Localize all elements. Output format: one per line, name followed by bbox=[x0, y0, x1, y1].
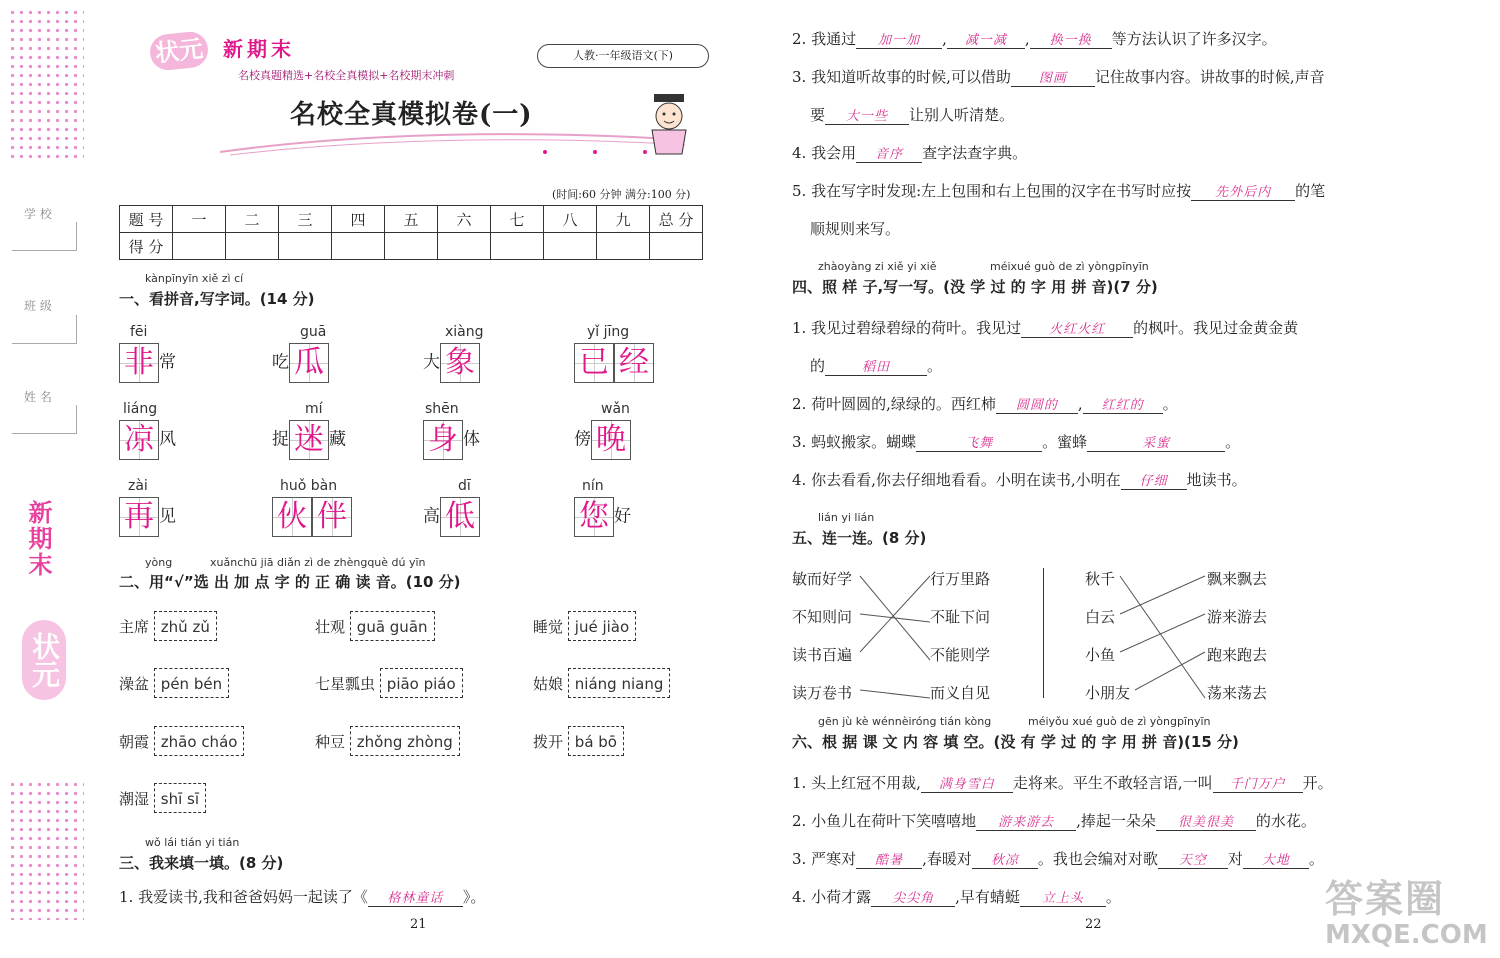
score-input[interactable] bbox=[597, 233, 650, 260]
q-text: 1. 我见过碧绿碧绿的荷叶。我见过 bbox=[792, 319, 1022, 337]
score-input[interactable] bbox=[173, 233, 226, 260]
char-after: 常 bbox=[159, 352, 176, 373]
match-right-b[interactable]: 飘来飘去 bbox=[1207, 570, 1268, 588]
s5-title: 五、连一连。(8 分) bbox=[792, 529, 927, 547]
score-row-label: 得 分 bbox=[120, 233, 173, 260]
s3-q4 bbox=[792, 142, 1027, 163]
score-table bbox=[119, 205, 703, 260]
answer-blank[interactable]: 酷暑 bbox=[856, 849, 922, 869]
s2-item bbox=[119, 726, 244, 756]
q-text: 。 bbox=[1105, 888, 1121, 906]
char-before: 吃 bbox=[272, 352, 289, 373]
s3-pinyin: wǒ lái tián yi tián bbox=[145, 836, 240, 849]
q-text: 3. 严寒对 bbox=[792, 850, 857, 868]
score-input[interactable] bbox=[226, 233, 279, 260]
s2-word: 潮湿 bbox=[119, 790, 150, 808]
s6-q4 bbox=[792, 886, 1121, 907]
q-text: 对 bbox=[1227, 850, 1243, 868]
q-text: 的枫叶。我见过金黄金黄 bbox=[1133, 319, 1299, 337]
answer-blank[interactable]: 立上头 bbox=[1020, 887, 1106, 907]
item-pinyin: wǎn bbox=[601, 401, 630, 417]
s3-q2: 2. 我通过 加一加 , 减一减 , 换一换 等方法认识了许多汉字。 bbox=[792, 30, 1277, 48]
s2-item bbox=[533, 611, 636, 641]
s2-title: 二、用“√”选 出 加 点 字 的 正 确 读 音。(10 分) bbox=[119, 573, 461, 591]
q-text: ,春暖对 bbox=[922, 850, 972, 868]
pinyin-options[interactable]: jué jiào bbox=[568, 611, 636, 641]
match-left-b[interactable]: 小鱼 bbox=[1085, 646, 1116, 664]
char-box[interactable]: 迷 bbox=[289, 420, 329, 460]
tagline: 名校真题精选+名校全真模拟+名校期末冲刺 bbox=[238, 69, 455, 82]
item-pinyin: fēi bbox=[130, 324, 148, 340]
s5-pinyin: lián yi lián bbox=[818, 511, 875, 524]
char-before: 捉 bbox=[272, 429, 289, 450]
score-input[interactable] bbox=[438, 233, 491, 260]
s1-item-3 bbox=[423, 343, 480, 383]
left-dot-pattern-bottom bbox=[8, 780, 84, 920]
q-text: 2. 荷叶圆圆的,绿绿的。西红柿 bbox=[792, 395, 996, 413]
s2-word: 主席 bbox=[119, 618, 150, 636]
char-box[interactable]: 低 bbox=[440, 497, 480, 537]
answer-blank[interactable]: 红红的 bbox=[1083, 394, 1163, 414]
s3-q5 bbox=[792, 180, 1325, 201]
score-input[interactable] bbox=[544, 233, 597, 260]
answer-blank[interactable]: 采蜜 bbox=[1087, 432, 1225, 452]
score-input[interactable] bbox=[491, 233, 544, 260]
s2-item bbox=[315, 611, 435, 641]
s2-word: 朝霞 bbox=[119, 733, 150, 751]
s3-title: 三、我来填一填。(8 分) bbox=[119, 854, 284, 872]
s1-item-2 bbox=[272, 343, 329, 383]
s1-item-10 bbox=[272, 497, 352, 537]
s6-q3 bbox=[792, 848, 1324, 869]
q-text: 3. 蚂蚁搬家。蝴蝶 bbox=[792, 433, 917, 451]
item-pinyin: shēn bbox=[425, 401, 459, 417]
brand-vertical: 新期末 bbox=[24, 500, 52, 578]
s3-q3 bbox=[792, 66, 1325, 87]
s1-item-6 bbox=[272, 420, 346, 460]
q-text: 1. 头上红冠不用裁, bbox=[792, 774, 921, 792]
q-text: ,捧起一朵朵 bbox=[1076, 812, 1156, 830]
s4-q3 bbox=[792, 431, 1240, 452]
s2-item bbox=[315, 668, 463, 698]
match-right-a[interactable]: 行万里路 bbox=[930, 570, 991, 588]
char-before: 傍 bbox=[574, 429, 591, 450]
match-left-b[interactable]: 白云 bbox=[1085, 608, 1116, 626]
s1-item-8 bbox=[574, 420, 631, 460]
score-table-cell: 四 bbox=[332, 206, 385, 233]
name-field[interactable] bbox=[12, 405, 77, 434]
char-box[interactable]: 非 bbox=[119, 343, 159, 383]
char-after: 藏 bbox=[329, 429, 346, 450]
s2-word: 睡觉 bbox=[533, 618, 564, 636]
s2-item bbox=[315, 726, 460, 756]
s1-item-5 bbox=[119, 420, 176, 460]
q-text: 4. 小荷才露 bbox=[792, 888, 872, 906]
s2-word: 种豆 bbox=[315, 733, 346, 751]
q-text: 4. 你去看看,你去仔细地看看。小明在读书,小明在 bbox=[792, 471, 1121, 489]
watermark-url: MXQE.COM bbox=[1325, 920, 1488, 950]
match-left-a[interactable]: 敏而好学 bbox=[792, 570, 853, 588]
match-right-a[interactable]: 而义自见 bbox=[930, 684, 991, 702]
s1-item-1 bbox=[119, 343, 176, 383]
match-left-a[interactable]: 读书百遍 bbox=[792, 646, 853, 664]
answer-blank[interactable]: 满身雪白 bbox=[921, 773, 1013, 793]
char-after: 见 bbox=[159, 506, 176, 527]
answer-blank[interactable]: 先外后内 bbox=[1191, 181, 1295, 201]
item-pinyin: yǐ jīng bbox=[587, 324, 630, 340]
q-text: 要 bbox=[810, 106, 826, 124]
char-before: 大 bbox=[423, 352, 440, 373]
s3-q5-cont: 顺规则来写。 bbox=[810, 220, 901, 238]
q-text: 的 bbox=[810, 357, 826, 375]
s4-pinyin-b: méixué guò de zì yòngpīnyīn bbox=[990, 260, 1149, 273]
logo-vertical: 状元 bbox=[22, 620, 66, 700]
s4-pinyin-a: zhàoyàng zi xiě yi xiě bbox=[818, 260, 937, 273]
score-table-cell: 一 bbox=[173, 206, 226, 233]
match-right-b[interactable]: 游来游去 bbox=[1207, 608, 1268, 626]
q-text: 查字法查字典。 bbox=[922, 144, 1028, 162]
match-right-b[interactable]: 跑来跑去 bbox=[1207, 646, 1268, 664]
item-pinyin: zài bbox=[128, 478, 148, 494]
item-pinyin: nín bbox=[582, 478, 604, 494]
scholar-cartoon-icon bbox=[638, 92, 698, 158]
q-text: 等方法认识了许多汉字。 bbox=[1111, 30, 1277, 48]
school-field-label: 学 校 bbox=[24, 207, 52, 221]
brand-title: 新期末 bbox=[223, 37, 295, 61]
q-text: 5. 我在写字时发现:左上包围和右上包围的汉字在书写时应按 bbox=[792, 182, 1192, 200]
answer-blank[interactable]: 减一减 bbox=[947, 29, 1025, 49]
s1-item-9 bbox=[119, 497, 176, 537]
s2-word: 七星瓢虫 bbox=[315, 675, 376, 693]
answer-blank[interactable]: 格林童话 bbox=[368, 887, 463, 907]
s2-pinyin-a: yòng bbox=[145, 556, 173, 569]
s4-title: 四、照 样 子,写一写。(没 学 过 的 字 用 拼 音)(7 分) bbox=[792, 278, 1158, 296]
q-text: 2. 小鱼儿在荷叶下笑嘻嘻地 bbox=[792, 812, 977, 830]
s2-item bbox=[119, 611, 217, 641]
answer-blank[interactable]: 大一些 bbox=[825, 105, 909, 125]
match-lines bbox=[780, 560, 1280, 710]
q-text: 记住故事内容。讲故事的时候,声音 bbox=[1094, 68, 1325, 86]
q-text: 。蜜蜂 bbox=[1042, 433, 1088, 451]
char-after: 体 bbox=[463, 429, 480, 450]
match-left-b[interactable]: 小朋友 bbox=[1085, 684, 1131, 702]
char-box[interactable]: 瓜 bbox=[289, 343, 329, 383]
s2-word: 澡盆 bbox=[119, 675, 150, 693]
q-text: 4. 我会用 bbox=[792, 144, 857, 162]
q-text: 。我也会编对对歌 bbox=[1037, 850, 1158, 868]
char-box[interactable]: 您 bbox=[574, 497, 614, 537]
s2-word: 姑娘 bbox=[533, 675, 564, 693]
class-field[interactable] bbox=[12, 315, 77, 344]
s4-q1 bbox=[792, 317, 1298, 338]
char-box[interactable]: 象 bbox=[440, 343, 480, 383]
q-text: 。 bbox=[1308, 850, 1324, 868]
char-box[interactable]: 伴 bbox=[312, 497, 352, 537]
item-pinyin: dī bbox=[458, 478, 471, 494]
match-right-a[interactable]: 不耻下问 bbox=[930, 608, 991, 626]
score-input[interactable] bbox=[279, 233, 332, 260]
left-dot-pattern-top bbox=[8, 8, 84, 158]
answer-blank[interactable]: 很美很美 bbox=[1156, 811, 1256, 831]
q-text: 让别人听清楚。 bbox=[909, 106, 1015, 124]
s1-item-4 bbox=[574, 343, 654, 383]
score-table-cell: 七 bbox=[491, 206, 544, 233]
score-input[interactable] bbox=[332, 233, 385, 260]
match-left-a[interactable]: 不知则问 bbox=[792, 608, 853, 626]
score-table-cell: 五 bbox=[385, 206, 438, 233]
answer-blank[interactable]: 飞舞 bbox=[916, 432, 1042, 452]
pinyin-options[interactable]: pén bén bbox=[154, 668, 229, 698]
score-input[interactable] bbox=[650, 233, 703, 260]
q-text: 走将来。平生不敢轻言语,一叫 bbox=[1012, 774, 1213, 792]
class-field-label: 班 级 bbox=[24, 299, 52, 313]
pinyin-options[interactable]: zhǔ zǔ bbox=[154, 611, 217, 641]
answer-blank[interactable]: 图画 bbox=[1011, 67, 1095, 87]
score-table-score-row bbox=[120, 233, 703, 260]
match-left-b[interactable]: 秋千 bbox=[1085, 570, 1116, 588]
answer-blank[interactable]: 游来游去 bbox=[976, 811, 1076, 831]
score-table-cell: 二 bbox=[226, 206, 279, 233]
q-text: 1. 我爱读书,我和爸爸妈妈一起读了《 bbox=[119, 888, 368, 906]
s6-title: 六、根 据 课 文 内 容 填 空。(没 有 学 过 的 字 用 拼 音)(15 分) bbox=[792, 733, 1239, 751]
exam-title: 名校全真模拟卷(一) bbox=[290, 100, 533, 130]
answer-blank[interactable]: 大地 bbox=[1243, 849, 1309, 869]
s2-word: 拨开 bbox=[533, 733, 564, 751]
title-swoosh bbox=[215, 130, 695, 160]
name-field-label: 姓 名 bbox=[24, 390, 52, 404]
s2-item bbox=[119, 783, 206, 813]
char-box[interactable]: 凉 bbox=[119, 420, 159, 460]
s6-q2 bbox=[792, 810, 1316, 831]
s6-q1 bbox=[792, 772, 1333, 793]
match-right-a[interactable]: 不能则学 bbox=[930, 646, 991, 664]
answer-blank[interactable]: 天空 bbox=[1158, 849, 1228, 869]
s2-item bbox=[533, 726, 624, 756]
s1-item-7 bbox=[423, 420, 480, 460]
char-box[interactable]: 身 bbox=[423, 420, 463, 460]
s4-q4 bbox=[792, 469, 1247, 490]
pinyin-options[interactable]: guā guān bbox=[350, 611, 435, 641]
s1-pinyin: kànpīnyīn xiě zì cí bbox=[145, 272, 244, 285]
q-text: 地读书。 bbox=[1186, 471, 1247, 489]
q-text: 。 bbox=[1225, 433, 1241, 451]
pinyin-options[interactable]: bá bō bbox=[568, 726, 624, 756]
time-info: (时间:60 分钟 满分:100 分) bbox=[552, 188, 691, 201]
score-table-cell: 三 bbox=[279, 206, 332, 233]
s6-pinyin-a: gēn jù kè wénnèiróng tián kòng bbox=[818, 715, 992, 728]
school-field[interactable] bbox=[12, 222, 77, 251]
answer-blank[interactable]: 音序 bbox=[856, 143, 922, 163]
q-text: 开。 bbox=[1302, 774, 1333, 792]
answer-blank[interactable]: 稻田 bbox=[825, 356, 927, 376]
logo-badge: 状元 bbox=[148, 30, 209, 72]
score-table-header-row bbox=[120, 206, 703, 233]
char-box[interactable]: 晚 bbox=[591, 420, 631, 460]
char-after: 好 bbox=[614, 506, 631, 527]
q-text: 的笔 bbox=[1295, 182, 1326, 200]
answer-blank[interactable]: 加一加 bbox=[856, 29, 942, 49]
item-pinyin: mí bbox=[305, 401, 323, 417]
s2-word: 壮观 bbox=[315, 618, 346, 636]
q-text: 的水花。 bbox=[1255, 812, 1316, 830]
q-text: 。 bbox=[1162, 395, 1178, 413]
q-text: , bbox=[1077, 395, 1083, 413]
answer-blank[interactable]: 秋凉 bbox=[972, 849, 1038, 869]
s4-q1-cont bbox=[810, 355, 942, 376]
s6-pinyin-b: méiyǒu xué guò de zì yòngpīnyīn bbox=[1028, 715, 1211, 728]
char-box[interactable]: 伙 bbox=[272, 497, 312, 537]
answer-blank[interactable]: 圆圆的 bbox=[996, 394, 1078, 414]
s1-item-12 bbox=[574, 497, 631, 537]
q-text: 2. 我通过 bbox=[792, 30, 857, 48]
item-pinyin: xiàng bbox=[445, 324, 484, 340]
answer-blank[interactable]: 仔细 bbox=[1121, 470, 1187, 490]
s2-pinyin-b: xuǎnchū jiā diǎn zì de zhèngquè dú yīn bbox=[210, 556, 426, 569]
q-text: 。 bbox=[927, 357, 943, 375]
score-table-cell: 题 号 bbox=[120, 206, 173, 233]
match-right-b[interactable]: 荡来荡去 bbox=[1207, 684, 1268, 702]
pinyin-options[interactable]: niáng niang bbox=[568, 668, 671, 698]
q-text: 3. 我知道听故事的时候,可以借助 bbox=[792, 68, 1011, 86]
answer-blank[interactable]: 尖尖角 bbox=[871, 887, 955, 907]
s4-q2 bbox=[792, 393, 1178, 414]
page-number-left: 21 bbox=[410, 917, 427, 932]
pinyin-options[interactable]: piāo piáo bbox=[380, 668, 463, 698]
score-table-cell: 八 bbox=[544, 206, 597, 233]
score-table-cell: 六 bbox=[438, 206, 491, 233]
match-left-a[interactable]: 读万卷书 bbox=[792, 684, 853, 702]
char-box[interactable]: 经 bbox=[614, 343, 654, 383]
s3-q1 bbox=[119, 886, 485, 907]
score-table-cell: 总 分 bbox=[650, 206, 703, 233]
char-before: 高 bbox=[423, 506, 440, 527]
char-box[interactable]: 已 bbox=[574, 343, 614, 383]
watermark-logo: 答案圈 bbox=[1325, 877, 1446, 921]
char-box[interactable]: 再 bbox=[119, 497, 159, 537]
grade-badge: 人教·一年级语文(下) bbox=[537, 44, 709, 68]
s2-item bbox=[119, 668, 229, 698]
s1-title: 一、看拼音,写字词。(14 分) bbox=[119, 290, 315, 308]
s1-item-11 bbox=[423, 497, 480, 537]
char-after: 风 bbox=[159, 429, 176, 450]
answer-blank[interactable]: 火红火红 bbox=[1021, 318, 1133, 338]
item-pinyin: huǒ bàn bbox=[280, 478, 338, 494]
q-text: ,早有蜻蜓 bbox=[955, 888, 1020, 906]
pinyin-options[interactable]: zhǒng zhòng bbox=[350, 726, 460, 756]
s2-item bbox=[533, 668, 670, 698]
page-number-right: 22 bbox=[1085, 917, 1102, 932]
item-pinyin: liáng bbox=[123, 401, 158, 417]
pinyin-options[interactable]: zhāo cháo bbox=[154, 726, 245, 756]
score-input[interactable] bbox=[385, 233, 438, 260]
score-table-cell: 九 bbox=[597, 206, 650, 233]
item-pinyin: guā bbox=[300, 324, 327, 340]
pinyin-options[interactable]: shī sī bbox=[154, 783, 206, 813]
s3-q3-cont bbox=[810, 104, 1014, 125]
answer-blank[interactable]: 换一换 bbox=[1030, 29, 1112, 49]
q-text: 》。 bbox=[462, 888, 486, 906]
answer-blank[interactable]: 千门万户 bbox=[1213, 773, 1303, 793]
